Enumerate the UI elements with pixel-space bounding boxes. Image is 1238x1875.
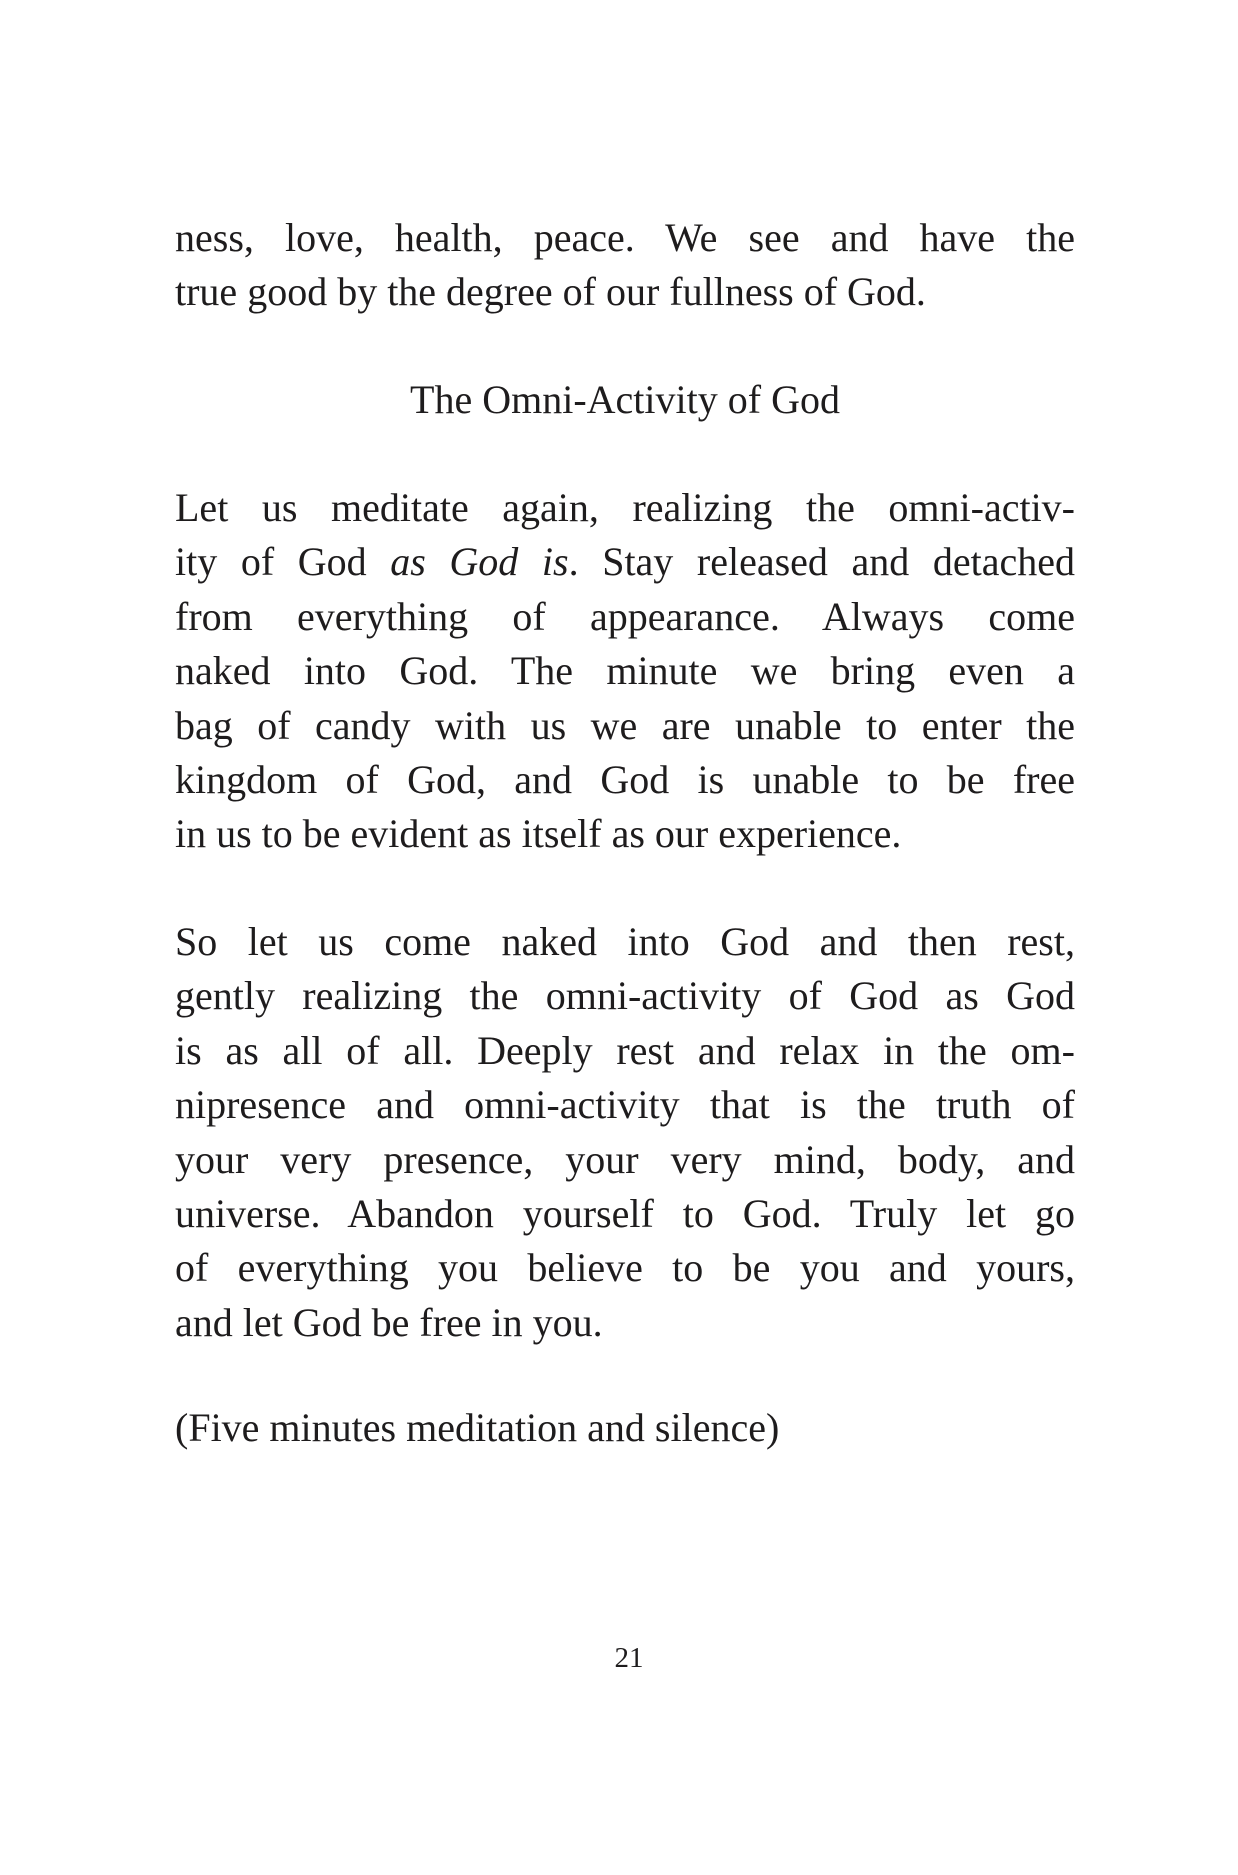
- paragraph-line: your very presence, your very mind, body, and: [175, 1136, 1075, 1182]
- paragraph-line: kingdom of God, and God is unable to be free: [175, 756, 1075, 802]
- paragraph-come-naked: [175, 915, 1075, 1350]
- paragraph-line: universe. Abandon yourself to God. Truly let go: [175, 1190, 1075, 1236]
- section-heading: The Omni-Activity of God: [410, 377, 840, 422]
- paragraph-line: in us to be evident as itself as our experience.: [175, 811, 902, 857]
- paragraph-line: and let God be free in you.: [175, 1299, 603, 1345]
- paragraph-line-with-emphasis: [175, 535, 1075, 589]
- text-segment: . Stay released and detached: [568, 539, 1076, 585]
- paragraph-line: So let us come naked into God and then rest,: [175, 919, 1075, 964]
- paragraph-line: gently realizing the omni-activity of God as God: [175, 973, 1075, 1019]
- continuation-paragraph: [175, 211, 1075, 320]
- paragraph-line: from everything of appearance. Always come: [175, 593, 1075, 639]
- page-number: 21: [614, 1642, 644, 1674]
- text-segment: ity of God: [175, 539, 391, 585]
- meditation-instruction: (Five minutes meditation and silence): [175, 1405, 780, 1450]
- paragraph-line: true good by the degree of our fullness of God.: [175, 269, 926, 315]
- paragraph-omni-activity: [175, 481, 1075, 862]
- paragraph-line: bag of candy with us we are unable to enter the: [175, 702, 1075, 748]
- emphasis-text: as God is: [390, 539, 569, 585]
- meditation-instruction-block: [175, 1401, 1075, 1455]
- paragraph-line: is as all of all. Deeply rest and relax in the om-: [175, 1027, 1075, 1073]
- paragraph-line: nipresence and omni-activity that is the truth of: [175, 1082, 1075, 1128]
- section-heading-block: [175, 373, 1075, 427]
- paragraph-line: ness, love, health, peace. We see and have the: [175, 215, 1075, 260]
- paragraph-line: Let us meditate again, realizing the omni-activ-: [175, 485, 1075, 530]
- paragraph-line: of everything you believe to be you and yours,: [175, 1245, 1075, 1291]
- paragraph-line: naked into God. The minute we bring even a: [175, 648, 1075, 694]
